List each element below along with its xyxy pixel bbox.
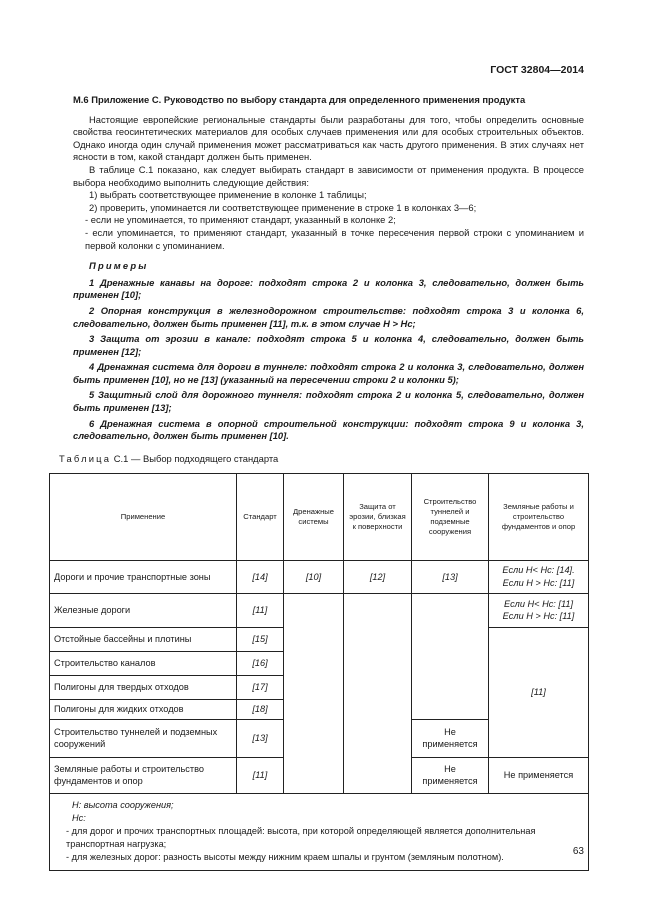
standards-table (49, 473, 589, 870)
example-3: 3 Защита от эрозии в канале: подходят строка 5 и колонка 4, следовательно, должен быть применен [12]; (73, 333, 584, 357)
note-railways: - для железных дорог: разность высоты между нижним краем шпалы и грунтом (земляным полотном). (66, 851, 504, 862)
cell-earthworks: Не применяется (489, 757, 589, 793)
header-tunnels: Строительство туннелей и подземные сооружения (412, 474, 489, 561)
paragraph-table-usage: В таблице С.1 показано, как следует выбирать стандарт в зависимости от применения продукта. В процессе выбора необходимо выполнить следующие действия: (73, 163, 584, 188)
section-title: М.6 Приложение С. Руководство по выбору стандарта для определенного применения продукта (73, 94, 526, 105)
page-number: 63 (572, 846, 584, 857)
table-caption-word: Таблица (59, 452, 112, 464)
cell-tunnels: Не применяется (412, 719, 489, 757)
step-3: - если не упоминается, то применяют стандарт, указанный в колонке 2; (85, 214, 396, 226)
header-erosion: Защита от эрозии, близкая к поверхности (344, 474, 412, 561)
step-2: 2) проверить, упоминается ли соответствующее применение в строке 1 в колонках 3—6; (89, 201, 477, 213)
cell-application: Дороги и прочие транспортные зоны (50, 561, 237, 593)
header-standard: Стандарт (237, 474, 284, 561)
cell-standard: [11] (237, 593, 284, 627)
example-4: 4 Дренажная система для дороги в туннеле: подходят строка 2 и колонка 3, следовательно, должен быть применен [10], но не [13] (указанный на пересечении строки 2 и колонки 5); (73, 361, 584, 385)
cell-drainage: [10] (284, 561, 344, 593)
table-header-row (50, 474, 589, 561)
cell-standard: [17] (237, 675, 284, 699)
cell-erosion: [12] (344, 561, 412, 593)
cell-standard: [14] (237, 561, 284, 593)
earthworks-condition-2: Если H > Hc: [11] (502, 611, 575, 622)
cell-application: Железные дороги (50, 593, 237, 627)
header-drainage: Дренажные системы (284, 474, 344, 561)
paragraph-intro: Настоящие европейские региональные стандарты были разработаны для того, чтобы определить основные свойства геосинтетических материалов для особых случаев применения или для особых строительных объектов. Однако иногда один случай применения может рассматриваться как часть другого применения. В этих случаях нет ясности в том, какой стандарт должен быть применен. (73, 113, 584, 163)
cell-tunnels-empty (412, 593, 489, 719)
earthworks-condition-2: Если H > Hc: [11] (502, 578, 575, 589)
cell-drainage-empty (284, 593, 344, 793)
cell-standard: [16] (237, 651, 284, 675)
table-notes (50, 793, 589, 870)
step-1: 1) выбрать соответствующее применение в колонке 1 таблицы; (89, 189, 367, 201)
header-earthworks: Земляные работы и строительство фундаментов и опор (489, 474, 589, 561)
note-critical-height: Hc: (72, 812, 86, 823)
cell-tunnels: [13] (412, 561, 489, 593)
table-caption (59, 453, 584, 466)
cell-tunnels: Не применяется (412, 757, 489, 793)
example-5: 5 Защитный слой для дорожного туннеля: подходят строка 2 и колонка 5, следовательно, должен быть применен [13]; (73, 389, 584, 414)
cell-standard: [15] (237, 627, 284, 651)
cell-application: Строительство туннелей и подземных сооружений (50, 719, 237, 757)
note-height: H: высота сооружения; (72, 799, 174, 810)
cell-standard: [11] (237, 757, 284, 793)
cell-standard: [13] (237, 719, 284, 757)
page-content (54, 94, 584, 871)
document-code: ГОСТ 32804—2014 (490, 64, 584, 76)
table-row (50, 593, 589, 627)
cell-application: Полигоны для жидких отходов (50, 699, 237, 719)
example-2: 2 Опорная конструкция в железнодорожном строительстве: подходят строка 3 и колонка 6, следовательно, должен быть применен [11], т.к. в этом случае H > Hc; (73, 304, 584, 329)
cell-erosion-empty (344, 593, 412, 793)
example-1: 1 Дренажные канавы на дороге: подходят строка 2 и колонка 3, следовательно, должен быть применен [10]; (73, 276, 584, 301)
table-row (50, 561, 589, 593)
cell-application: Полигоны для твердых отходов (50, 675, 237, 699)
note-roads: - для дорог и прочих транспортных площадей: высота, при которой определяющей является дополнительная транспортная нагрузка; (66, 825, 536, 849)
earthworks-condition-1: Если H< Hc: [14]. (502, 565, 575, 576)
cell-earthworks-merged: [11] (489, 627, 589, 757)
cell-application: Отстойные бассейны и плотины (50, 627, 237, 651)
table-caption-text: С.1 — Выбор подходящего стандарта (113, 452, 279, 464)
earthworks-condition-1: Если H< Hc: [11] (503, 598, 574, 609)
cell-application: Строительство каналов (50, 651, 237, 675)
cell-earthworks (489, 593, 589, 627)
step-4: - если упоминается, то применяют стандарт, указанный в точке пересечения первой строки с упоминанием и первой колонки с упоминанием. (85, 226, 584, 251)
examples-heading: Примеры (89, 260, 149, 272)
example-6: 6 Дренажная система в опорной строительной конструкции: подходят строка 9 и колонка 3, следовательно, должен быть применен [10]. (73, 417, 584, 442)
table-notes-row (50, 793, 589, 870)
header-application: Применение (50, 474, 237, 561)
cell-application: Земляные работы и строительство фундаментов и опор (50, 757, 237, 793)
cell-earthworks (489, 561, 589, 593)
cell-standard: [18] (237, 699, 284, 719)
